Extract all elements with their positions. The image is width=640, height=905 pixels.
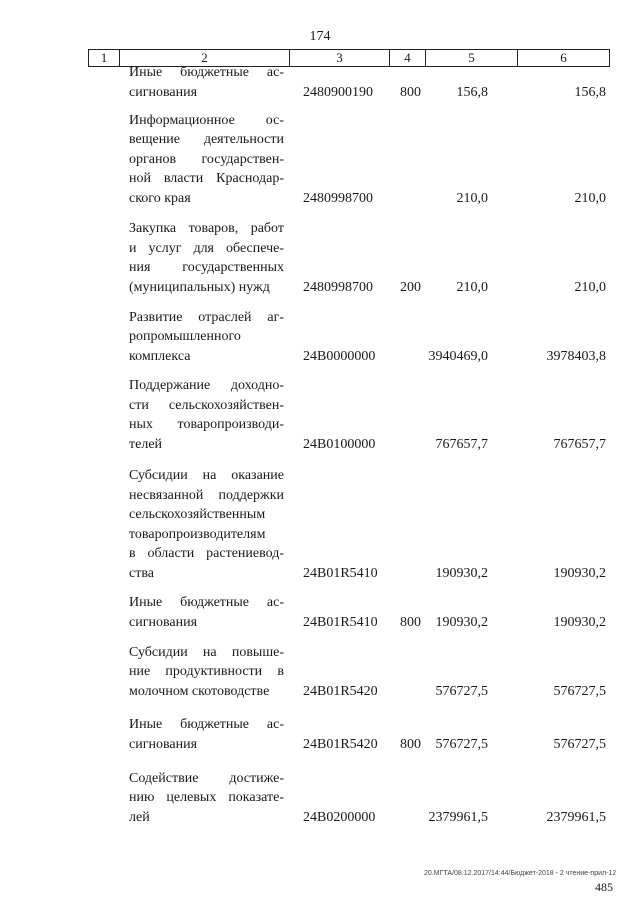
row-name-line: ропромышленного [129,329,241,344]
row-name [129,111,284,209]
row-name [129,466,284,583]
table-row [0,717,640,754]
row-code: 24B0100000 [303,436,376,452]
row-value-2019: 210,0 [574,190,606,206]
row-name-line: несвязанной поддержки [129,487,284,503]
row-value-2018: 3940469,0 [428,348,488,364]
row-value-2019: 210,0 [574,279,606,295]
row-name-line: и услуг для обеспече- [129,240,284,256]
row-name-line: Развитие отраслей аг- [129,309,284,325]
sheet-number: 485 [595,880,613,894]
row-name [129,376,284,454]
row-name-line: Субсидии на оказание [129,468,284,483]
row-value-2018: 190930,2 [435,565,488,581]
row-code: 24B01R5420 [303,683,378,699]
row-name-line: ния государственных [129,260,284,275]
row-name-line: товаропроизводителям [129,526,266,542]
row-name [129,219,284,297]
row-code: 2480998700 [303,279,373,295]
row-name-line: органов государствен- [129,151,284,167]
row-value-2019: 2379961,5 [546,809,606,825]
row-type: 800 [400,614,421,630]
footer-note: 20.МГТА/08.12.2017/14:44/Бюджет-2018 - 2 чтение-прил-12 [424,870,617,877]
row-name-line: сигнования [129,614,198,630]
row-name-line: сигнования [129,736,198,752]
header-cell-6: 6 [517,50,609,66]
row-name-line: в области растениевод- [129,546,284,561]
row-value-2018: 576727,5 [435,736,488,752]
row-value-2019: 3978403,8 [546,348,606,364]
row-name-line: молочном скотоводстве [129,683,270,699]
row-code: 24B01R5410 [303,565,378,581]
row-value-2018: 156,8 [456,84,488,100]
page-number: 174 [309,29,331,44]
table-row [0,644,640,701]
row-value-2018: 576727,5 [435,683,488,699]
row-value-2018: 2379961,5 [428,809,488,825]
row-name-line: Информационное ос- [129,112,284,128]
row-name-line: ства [129,565,154,581]
table-row [0,770,640,827]
row-name-line: Поддержание доходно- [129,378,284,393]
row-name-line: Иные бюджетные ас- [129,717,284,732]
table-row [0,309,640,366]
header-cell-2: 2 [119,50,289,66]
header-cell-4: 4 [389,50,425,66]
row-value-2019: 576727,5 [553,683,606,699]
row-name-line: Субсидии на повыше- [129,644,284,660]
row-name-line: лей [129,809,150,825]
table-row [0,221,640,297]
row-name-line: сельскохозяйственным [129,507,266,522]
row-name-line: ной власти Краснодар- [129,171,284,186]
row-name [129,643,284,702]
header-cell-5: 5 [425,50,517,66]
row-name [129,308,284,367]
row-name-line: сигнования [129,84,198,100]
row-type: 800 [400,84,421,100]
row-value-2018: 190930,2 [435,614,488,630]
row-name-line: Иные бюджетные ас- [129,595,284,610]
row-code: 2480998700 [303,190,373,206]
header-cell-3: 3 [289,50,389,66]
row-code: 24B01R5410 [303,614,378,630]
row-code: 24B0000000 [303,348,376,364]
row-value-2019: 767657,7 [553,436,606,452]
table-row [0,378,640,454]
row-type: 200 [400,279,421,295]
table-row [0,65,640,102]
row-code: 24B01R5420 [303,736,378,752]
row-code: 24B0200000 [303,809,376,825]
row-name [129,593,284,632]
table-row [0,468,640,583]
row-name-line: Содействие достиже- [129,770,284,786]
row-name-line: ние продуктивности в [129,664,284,679]
row-value-2018: 210,0 [456,279,488,295]
row-value-2018: 210,0 [456,190,488,206]
row-name [129,769,284,828]
table-row [0,595,640,632]
row-name-line: Закупка товаров, работ [129,221,284,236]
row-name [129,715,284,754]
row-value-2018: 767657,7 [435,436,488,452]
row-name-line: сти сельскохозяйствен- [129,397,284,413]
row-name-line: (муниципальных) нужд [129,279,270,295]
row-type: 800 [400,736,421,752]
table-row [0,112,640,208]
row-code: 2480900190 [303,84,373,100]
row-name-line: Иные бюджетные ас- [129,65,284,80]
row-name-line: ных товаропроизводи- [129,417,284,432]
row-value-2019: 156,8 [574,84,606,100]
row-name-line: нию целевых показате- [129,790,284,805]
row-name [129,63,284,102]
header-cell-1: 1 [100,50,108,65]
row-name-line: комплекса [129,348,191,364]
row-name-line: вещение деятельности [129,132,284,147]
row-value-2019: 576727,5 [553,736,606,752]
row-name-line: ского края [129,190,191,206]
row-value-2019: 190930,2 [553,614,606,630]
row-name-line: телей [129,436,163,452]
row-value-2019: 190930,2 [553,565,606,581]
